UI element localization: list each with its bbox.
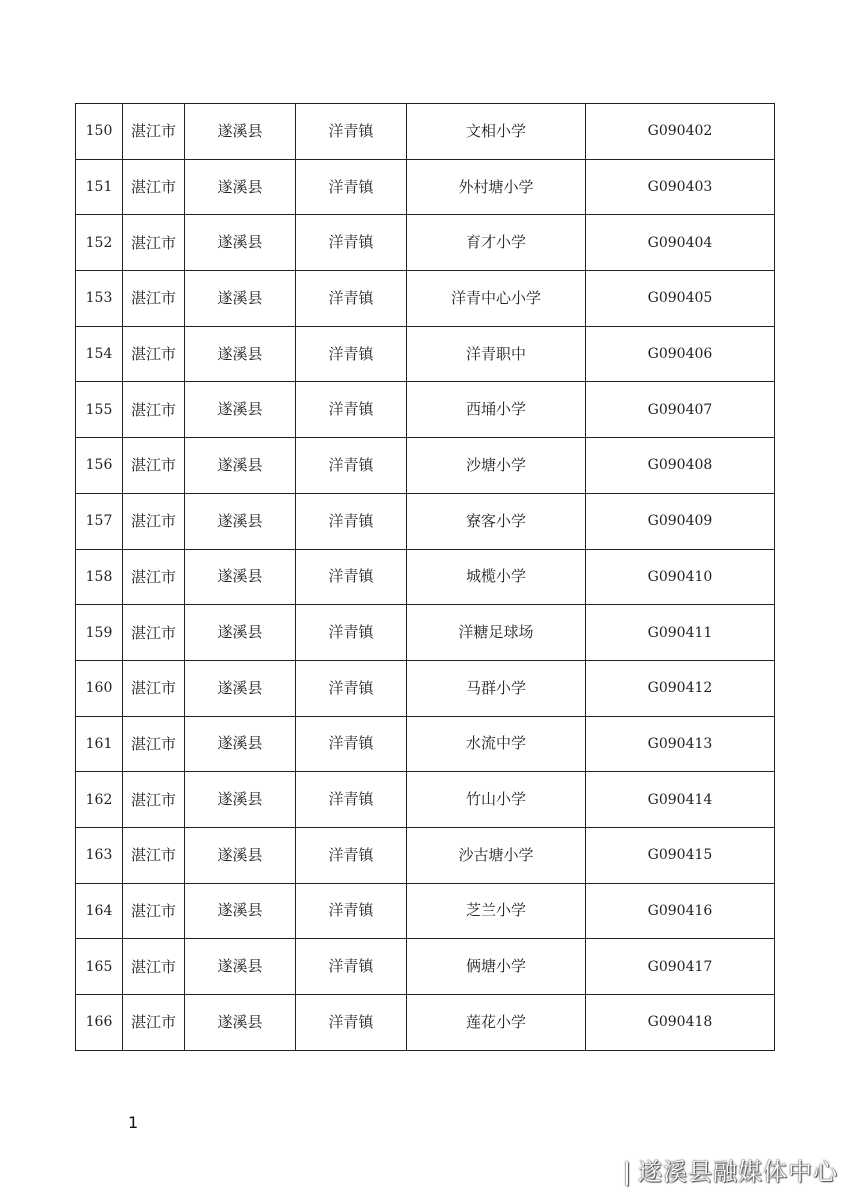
- cell-city: 湛江市: [123, 772, 185, 828]
- table-row: [76, 271, 775, 327]
- cell-town: 洋青镇: [296, 605, 407, 661]
- cell-city: 湛江市: [123, 939, 185, 995]
- cell-city: 湛江市: [123, 326, 185, 382]
- cell-number: 156: [76, 438, 123, 494]
- cell-code: G090418: [586, 995, 775, 1051]
- table-row: [76, 660, 775, 716]
- cell-town: 洋青镇: [296, 326, 407, 382]
- cell-code: G090407: [586, 382, 775, 438]
- table-row: [76, 438, 775, 494]
- cell-site: 沙古塘小学: [407, 827, 586, 883]
- cell-county: 遂溪县: [185, 159, 296, 215]
- cell-site: 育才小学: [407, 215, 586, 271]
- cell-town: 洋青镇: [296, 438, 407, 494]
- cell-number: 159: [76, 605, 123, 661]
- cell-code: G090404: [586, 215, 775, 271]
- cell-site: 洋青中心小学: [407, 271, 586, 327]
- cell-site: 水流中学: [407, 716, 586, 772]
- cell-number: 166: [76, 995, 123, 1051]
- watermark-logo: [623, 1152, 838, 1187]
- cell-city: 湛江市: [123, 382, 185, 438]
- cell-code: G090411: [586, 605, 775, 661]
- table-row: [76, 772, 775, 828]
- cell-code: G090413: [586, 716, 775, 772]
- cell-site: 洋糖足球场: [407, 605, 586, 661]
- cell-county: 遂溪县: [185, 326, 296, 382]
- page-number: 1: [128, 1113, 139, 1132]
- cell-county: 遂溪县: [185, 549, 296, 605]
- cell-town: 洋青镇: [296, 159, 407, 215]
- cell-county: 遂溪县: [185, 883, 296, 939]
- cell-number: 162: [76, 772, 123, 828]
- cell-site: 文相小学: [407, 104, 586, 160]
- cell-site: 竹山小学: [407, 772, 586, 828]
- cell-code: G090402: [586, 104, 775, 160]
- cell-town: 洋青镇: [296, 939, 407, 995]
- table-row: [76, 326, 775, 382]
- cell-city: 湛江市: [123, 104, 185, 160]
- cell-code: G090416: [586, 883, 775, 939]
- cell-number: 165: [76, 939, 123, 995]
- table-row: [76, 827, 775, 883]
- cell-number: 154: [76, 326, 123, 382]
- cell-code: G090412: [586, 660, 775, 716]
- cell-site: 外村塘小学: [407, 159, 586, 215]
- cell-number: 150: [76, 104, 123, 160]
- table-row: [76, 605, 775, 661]
- cell-code: G090415: [586, 827, 775, 883]
- cell-town: 洋青镇: [296, 215, 407, 271]
- cell-code: G090414: [586, 772, 775, 828]
- cell-town: 洋青镇: [296, 660, 407, 716]
- school-list-table: [75, 103, 775, 1051]
- cell-city: 湛江市: [123, 159, 185, 215]
- cell-town: 洋青镇: [296, 995, 407, 1051]
- cell-county: 遂溪县: [185, 605, 296, 661]
- table-row: [76, 883, 775, 939]
- cell-site: 马群小学: [407, 660, 586, 716]
- cell-code: G090408: [586, 438, 775, 494]
- cell-town: 洋青镇: [296, 493, 407, 549]
- cell-city: 湛江市: [123, 883, 185, 939]
- cell-county: 遂溪县: [185, 215, 296, 271]
- cell-town: 洋青镇: [296, 716, 407, 772]
- cell-city: 湛江市: [123, 827, 185, 883]
- cell-code: G090405: [586, 271, 775, 327]
- cell-county: 遂溪县: [185, 716, 296, 772]
- cell-code: G090410: [586, 549, 775, 605]
- cell-county: 遂溪县: [185, 660, 296, 716]
- cell-site: 俩塘小学: [407, 939, 586, 995]
- cell-code: G090403: [586, 159, 775, 215]
- cell-number: 161: [76, 716, 123, 772]
- table-row: [76, 104, 775, 160]
- watermark-bar: |: [622, 1158, 632, 1186]
- cell-site: 芝兰小学: [407, 883, 586, 939]
- cell-number: 153: [76, 271, 123, 327]
- cell-site: 城榄小学: [407, 549, 586, 605]
- table-body: [76, 104, 775, 1051]
- cell-number: 152: [76, 215, 123, 271]
- cell-city: 湛江市: [123, 271, 185, 327]
- cell-county: 遂溪县: [185, 772, 296, 828]
- cell-city: 湛江市: [123, 549, 185, 605]
- cell-code: G090417: [586, 939, 775, 995]
- cell-number: 151: [76, 159, 123, 215]
- cell-number: 163: [76, 827, 123, 883]
- cell-county: 遂溪县: [185, 827, 296, 883]
- cell-number: 160: [76, 660, 123, 716]
- cell-site: 寮客小学: [407, 493, 586, 549]
- cell-town: 洋青镇: [296, 883, 407, 939]
- cell-site: 沙塘小学: [407, 438, 586, 494]
- cell-site: 洋青职中: [407, 326, 586, 382]
- cell-code: G090409: [586, 493, 775, 549]
- cell-county: 遂溪县: [185, 104, 296, 160]
- table-row: [76, 215, 775, 271]
- cell-town: 洋青镇: [296, 271, 407, 327]
- cell-county: 遂溪县: [185, 271, 296, 327]
- cell-city: 湛江市: [123, 716, 185, 772]
- table-row: [76, 549, 775, 605]
- table-row: [76, 493, 775, 549]
- cell-city: 湛江市: [123, 660, 185, 716]
- table-row: [76, 159, 775, 215]
- table-row: [76, 995, 775, 1051]
- table-row: [76, 716, 775, 772]
- cell-town: 洋青镇: [296, 772, 407, 828]
- cell-county: 遂溪县: [185, 939, 296, 995]
- cell-city: 湛江市: [123, 215, 185, 271]
- cell-number: 157: [76, 493, 123, 549]
- cell-site: 莲花小学: [407, 995, 586, 1051]
- cell-city: 湛江市: [123, 605, 185, 661]
- watermark-text: 遂溪县融媒体中心: [638, 1158, 838, 1186]
- cell-code: G090406: [586, 326, 775, 382]
- cell-city: 湛江市: [123, 493, 185, 549]
- cell-town: 洋青镇: [296, 827, 407, 883]
- cell-town: 洋青镇: [296, 104, 407, 160]
- cell-number: 155: [76, 382, 123, 438]
- cell-number: 158: [76, 549, 123, 605]
- cell-county: 遂溪县: [185, 493, 296, 549]
- cell-town: 洋青镇: [296, 382, 407, 438]
- cell-county: 遂溪县: [185, 382, 296, 438]
- cell-city: 湛江市: [123, 438, 185, 494]
- cell-city: 湛江市: [123, 995, 185, 1051]
- cell-number: 164: [76, 883, 123, 939]
- table-row: [76, 939, 775, 995]
- cell-site: 西埇小学: [407, 382, 586, 438]
- cell-town: 洋青镇: [296, 549, 407, 605]
- table-row: [76, 382, 775, 438]
- cell-county: 遂溪县: [185, 995, 296, 1051]
- cell-county: 遂溪县: [185, 438, 296, 494]
